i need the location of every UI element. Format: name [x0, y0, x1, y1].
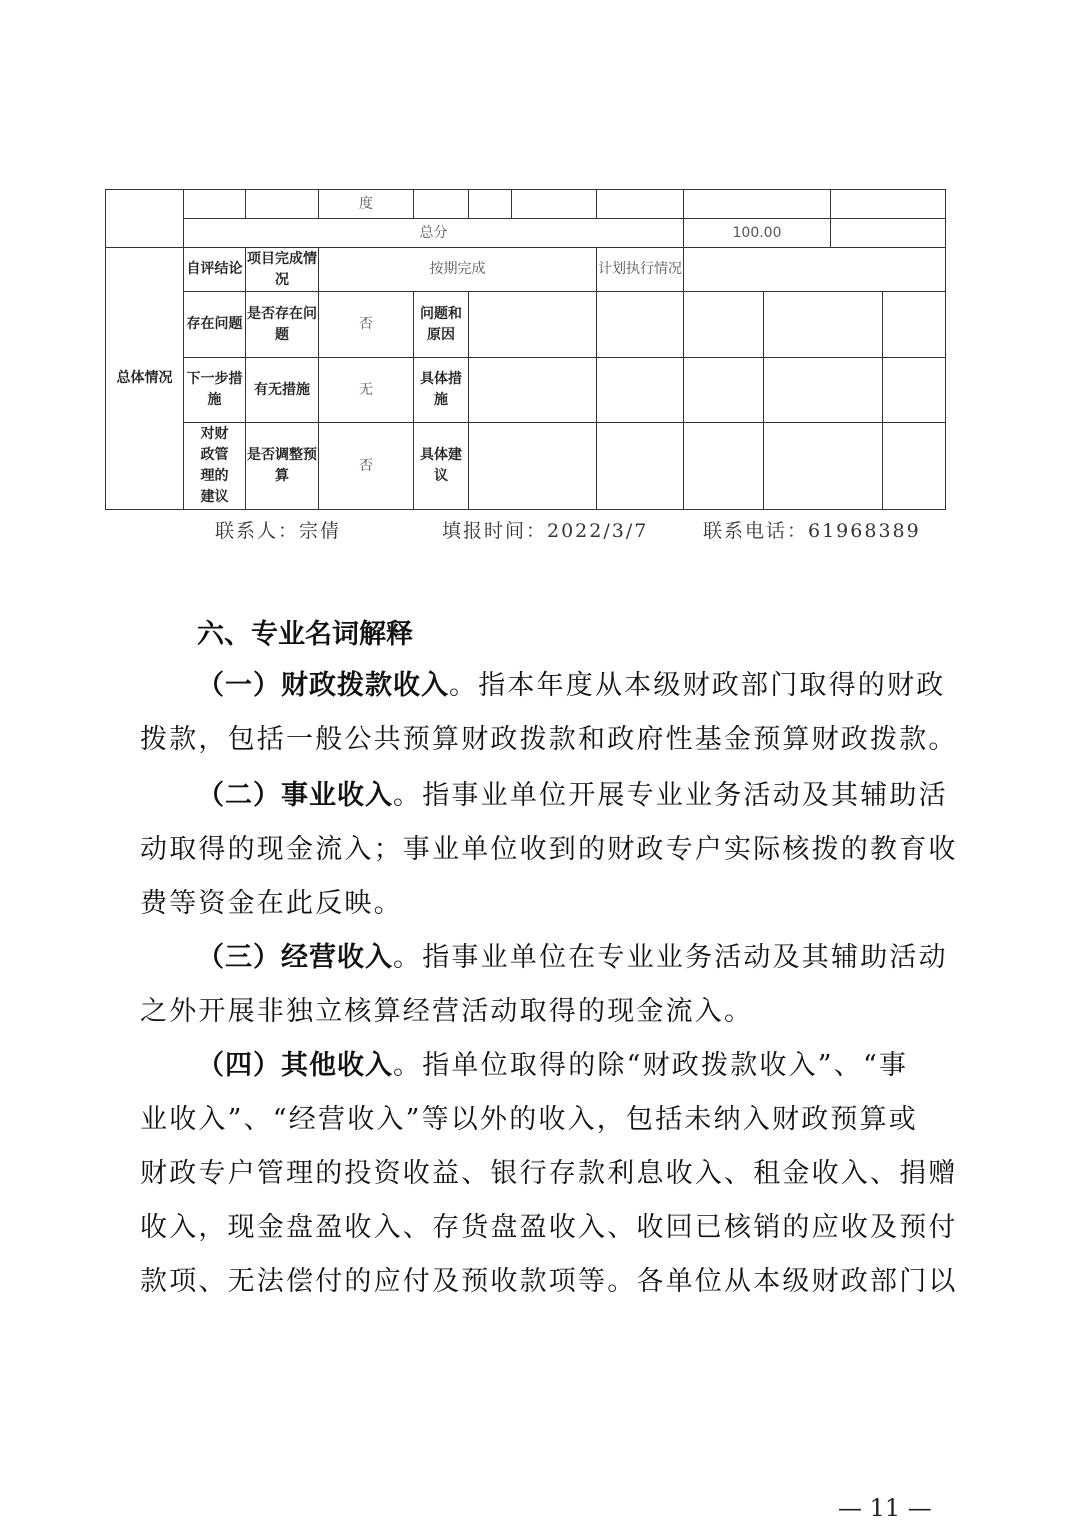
paragraph-line: 之外开展非独立核算经营活动取得的现金流入。 — [140, 996, 754, 1027]
table-row — [106, 248, 946, 292]
page-number: — 11 — — [838, 1494, 932, 1522]
paragraph-line: 业收入”、“经营收入”等以外的收入，包括未纳入财政预算或 — [140, 1104, 919, 1135]
table-cell — [883, 358, 946, 423]
table-cell — [469, 423, 597, 510]
row-subheader: 具体建议 — [414, 423, 469, 510]
table-cell — [684, 248, 946, 292]
table-cell — [597, 358, 684, 423]
indicator-cell: 度 — [319, 190, 414, 219]
report-date: 填报时间：2022/3/7 — [442, 520, 649, 542]
table-cell — [764, 358, 883, 423]
table-cell — [831, 190, 946, 219]
table-cell — [597, 190, 684, 219]
paragraph-line: （三）经营收入。指事业单位在专业业务活动及其辅助活动 — [197, 942, 948, 973]
term-title: （四）其他收入 — [197, 1050, 393, 1081]
row-question: 有无措施 — [246, 358, 319, 423]
table-cell — [184, 190, 246, 219]
row-answer: 否 — [319, 423, 414, 510]
paragraph-line: 拨款，包括一般公共预算财政拨款和政府性基金预算财政拨款。 — [140, 724, 958, 755]
row-subheader: 问题和原因 — [414, 292, 469, 358]
table-cell — [764, 423, 883, 510]
table-cell — [246, 190, 319, 219]
table-row — [106, 292, 946, 358]
term-title: （二）事业收入 — [197, 780, 393, 811]
paragraph-line: （二）事业收入。指事业单位开展专业业务活动及其辅助活 — [197, 780, 948, 811]
contact-person: 联系人：宗倩 — [215, 520, 342, 542]
row-answer: 按期完成 — [319, 248, 597, 292]
section-heading: 六、专业名词解释 — [197, 619, 413, 650]
paragraph-line: （四）其他收入。指单位取得的除“财政拨款收入”、“事 — [197, 1050, 909, 1081]
row-subheader: 具体措施 — [414, 358, 469, 423]
table-cell — [597, 292, 684, 358]
row-question: 项目完成情况 — [246, 248, 319, 292]
row-subheader: 计划执行情况 — [597, 248, 684, 292]
table-row — [106, 190, 946, 219]
row-question: 是否存在问题 — [246, 292, 319, 358]
section-label: 总体情况 — [106, 248, 184, 510]
total-label: 总分 — [184, 219, 684, 248]
table-cell — [684, 190, 831, 219]
table-cell — [684, 423, 764, 510]
table-cell — [469, 292, 597, 358]
paragraph-line: 收入，现金盘盈收入、存货盘盈收入、收回已核销的应收及预付 — [140, 1212, 958, 1243]
term-title: （三）经营收入 — [197, 942, 393, 973]
table-cell — [764, 292, 883, 358]
table-cell — [684, 292, 764, 358]
table-cell — [469, 190, 512, 219]
row-header: 存在问题 — [184, 292, 246, 358]
contact-phone: 联系电话：61968389 — [703, 520, 921, 542]
table-cell — [106, 190, 184, 248]
paragraph-line: 动取得的现金流入；事业单位收到的财政专户实际核拨的教育收 — [140, 834, 958, 865]
term-title: （一）财政拨款收入 — [197, 670, 449, 701]
table-row — [106, 219, 946, 248]
table-cell — [883, 423, 946, 510]
paragraph-line: （一）财政拨款收入。指本年度从本级财政部门取得的财政 — [197, 670, 946, 701]
row-header: 对财政管理的建议 — [184, 423, 246, 510]
paragraph-line: 财政专户管理的投资收益、银行存款利息收入、租金收入、捐赠 — [140, 1158, 958, 1189]
row-header: 自评结论 — [184, 248, 246, 292]
paragraph-line: 款项、无法偿付的应付及预收款项等。各单位从本级财政部门以 — [140, 1266, 958, 1297]
table-cell — [469, 358, 597, 423]
row-answer: 否 — [319, 292, 414, 358]
table-cell — [831, 219, 946, 248]
table-cell — [512, 190, 597, 219]
total-value: 100.00 — [684, 219, 831, 248]
row-question: 是否调整预算 — [246, 423, 319, 510]
evaluation-table — [105, 189, 946, 510]
table-footer — [0, 516, 1074, 544]
row-answer: 无 — [319, 358, 414, 423]
table-cell — [597, 423, 684, 510]
table-row — [106, 423, 946, 510]
table-cell — [414, 190, 469, 219]
table-cell — [684, 358, 764, 423]
row-header: 下一步措施 — [184, 358, 246, 423]
table-row — [106, 358, 946, 423]
table-cell — [883, 292, 946, 358]
paragraph-line: 费等资金在此反映。 — [140, 888, 403, 919]
